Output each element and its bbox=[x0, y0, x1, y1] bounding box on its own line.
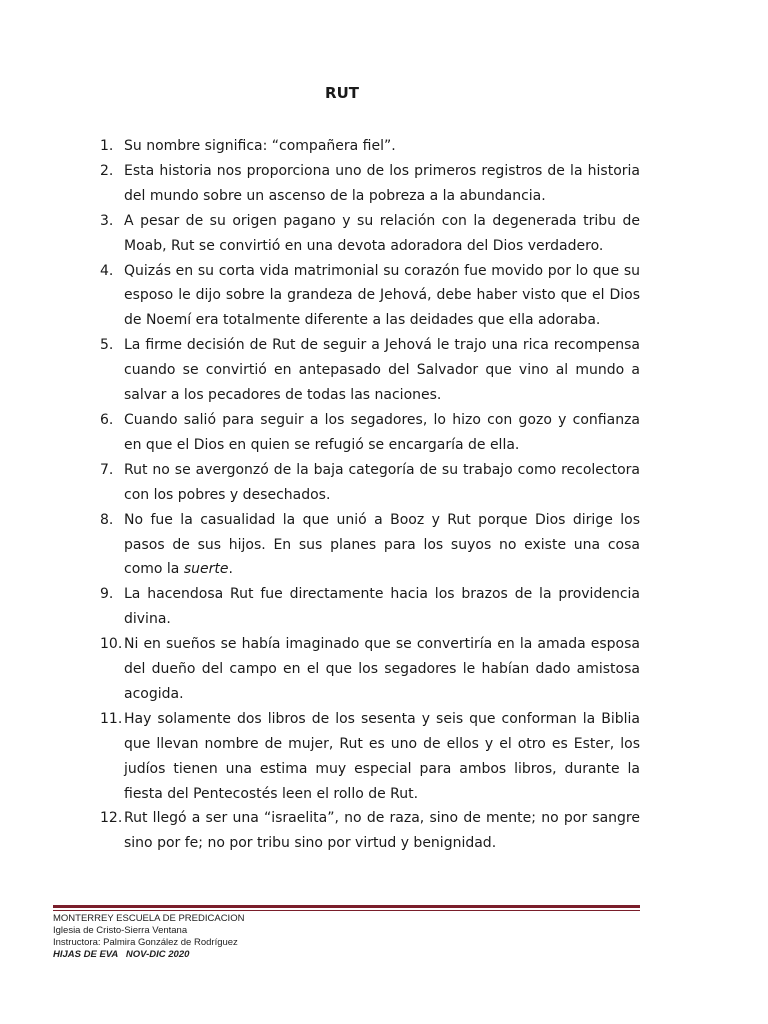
list-item-number: 1. bbox=[100, 138, 114, 154]
list-item-text: A pesar de su origen pagano y su relación con la degenerada tribu de Moab, Rut se convirtió en una devota adoradora del Dios verdadero. bbox=[124, 212, 640, 254]
page-footer bbox=[53, 913, 244, 961]
footer-course-date: HIJAS DE EVA NOV-DIC 2020 bbox=[53, 949, 190, 960]
footer-divider-thick bbox=[53, 905, 640, 908]
footer-church-name: Iglesia de Cristo-Sierra Ventana bbox=[53, 925, 188, 936]
list-item bbox=[100, 632, 640, 707]
list-item bbox=[100, 134, 640, 159]
list-item bbox=[100, 806, 640, 856]
list-item-text: La firme decisión de Rut de seguir a Jehová le trajo una rica recompensa cuando se convirtió en antepasado del Salvador que vino al mundo a salvar a los pecadores de todas las naciones. bbox=[124, 337, 640, 404]
footer-divider-thin bbox=[53, 910, 640, 911]
list-item-text: Rut no se avergonzó de la baja categoría de su trabajo como recolectora con los pobres y desechados. bbox=[124, 461, 640, 503]
list-item-text bbox=[124, 508, 640, 583]
list-item-text: Esta historia nos proporciona uno de los primeros registros de la historia del mundo sobre un ascenso de la pobreza a la abundancia. bbox=[124, 162, 640, 204]
list-item-number: 8. bbox=[100, 511, 114, 528]
list-item-number: 3. bbox=[100, 212, 114, 229]
list-item-number: 9. bbox=[100, 586, 114, 603]
list-item bbox=[100, 159, 640, 209]
list-item-number: 11. bbox=[100, 710, 123, 727]
list-item-text: La hacendosa Rut fue directamente hacia los brazos de la providencia divina. bbox=[124, 586, 640, 628]
list-item-number: 12. bbox=[100, 810, 123, 827]
list-item bbox=[100, 408, 640, 458]
list-item-italic-word: suerte bbox=[183, 561, 229, 578]
list-item-text: Hay solamente dos libros de los sesenta y seis que conforman la Biblia que llevan nombre de mujer, Rut es uno de ellos y el otro es Ester, los judíos tienen una estima muy especial para ambos libros, durante la fiesta del Pentecostés leen el rollo de Rut. bbox=[124, 710, 640, 802]
list-item-text: Su nombre significa: “compañera fiel”. bbox=[124, 138, 396, 154]
list-item-text: Rut llegó a ser una “israelita”, no de raza, sino de mente; no por sangre sino por fe; no por tribu sino por virtud y benignidad. bbox=[124, 810, 640, 852]
list-item-number: 5. bbox=[100, 337, 114, 354]
list-item-number: 6. bbox=[100, 411, 114, 428]
numbered-list bbox=[100, 134, 640, 856]
list-item-number: 4. bbox=[100, 262, 114, 279]
footer-school-name: MONTERREY ESCUELA DE PREDICACION bbox=[53, 913, 245, 924]
list-item-number: 2. bbox=[100, 162, 114, 179]
list-item-text: Cuando salió para seguir a los segadores, lo hizo con gozo y confianza en que el Dios en quien se refugió se encargaría de ella. bbox=[124, 411, 640, 453]
list-item-number: 7. bbox=[100, 461, 114, 478]
list-item bbox=[100, 508, 640, 583]
list-item-text: Ni en sueños se había imaginado que se convertiría en la amada esposa del dueño del campo en el que los segadores le habían dado amistosa acogida. bbox=[124, 636, 640, 702]
list-item bbox=[100, 259, 640, 334]
list-item bbox=[100, 707, 640, 807]
list-item-number: 10. bbox=[100, 636, 123, 653]
list-item-text-part: No fue la casualidad la que unió a Booz y Rut porque Dios dirige los pasos de sus hijos. En sus planes para los suyos no existe una cosa como la bbox=[124, 511, 640, 578]
list-item-text-end: . bbox=[228, 561, 233, 578]
list-item bbox=[100, 582, 640, 632]
page-title: RUT bbox=[325, 84, 359, 102]
footer-instructor: Instructora: Palmira González de Rodríguez bbox=[53, 937, 238, 948]
list-item bbox=[100, 458, 640, 508]
list-item bbox=[100, 209, 640, 259]
list-item-text: Quizás en su corta vida matrimonial su corazón fue movido por lo que su esposo le dijo sobre la grandeza de Jehová, debe haber visto que el Dios de Noemí era totalmente diferente a las deidades que ella adoraba. bbox=[124, 262, 640, 329]
list-item bbox=[100, 333, 640, 408]
